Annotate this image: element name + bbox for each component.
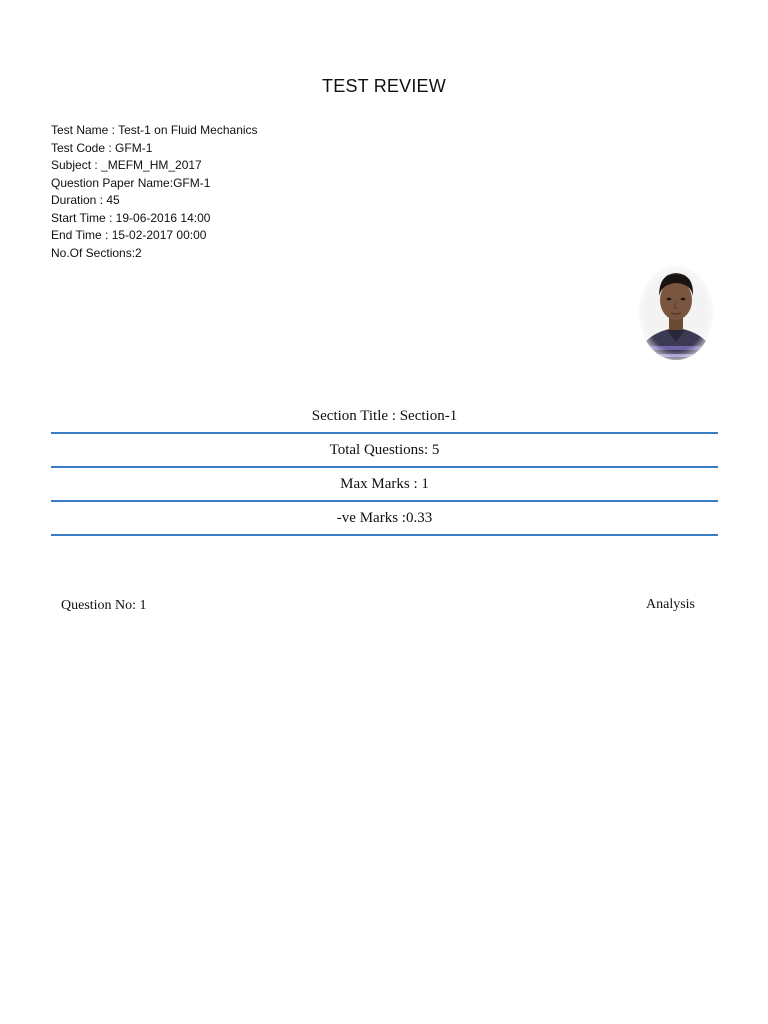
test-code: Test Code : GFM-1 (51, 140, 153, 155)
question-number: Question No: 1 (61, 598, 147, 613)
page-title: TEST REVIEW (322, 76, 446, 96)
max-marks: Max Marks : 1 (51, 466, 718, 500)
duration: Duration : 45 (51, 193, 120, 207)
candidate-photo-icon (637, 264, 715, 362)
candidate-photo (637, 264, 715, 362)
analysis-label: Analysis (646, 597, 695, 612)
test-info-block (51, 122, 258, 262)
negative-marks: -ve Marks :0.33 (51, 500, 718, 536)
total-questions: Total Questions: 5 (51, 432, 718, 466)
question-paper-name: Question Paper Name:GFM-1 (51, 175, 211, 190)
section-summary-table (51, 400, 718, 536)
start-time: Start Time : 19-06-2016 14:00 (51, 210, 211, 225)
section-title: Section Title : Section-1 (311, 408, 458, 424)
subject: Subject : _MEFM_HM_2017 (51, 158, 202, 172)
end-time: End Time : 15-02-2017 00:00 (51, 228, 207, 242)
number-of-sections: No.Of Sections:2 (51, 245, 142, 260)
test-name: Test Name : Test-1 on Fluid Mechanics (51, 123, 258, 137)
